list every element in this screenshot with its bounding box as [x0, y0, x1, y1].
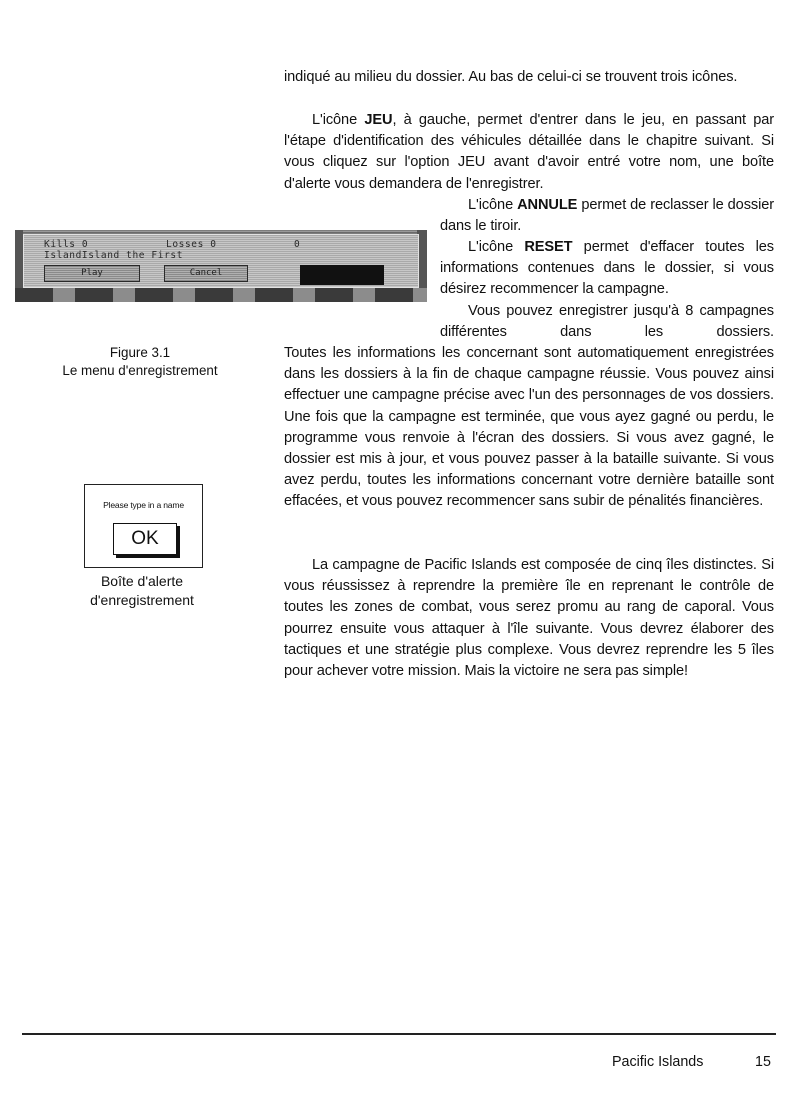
play-button[interactable]: Play — [44, 265, 140, 282]
score-value: 0 — [294, 239, 301, 250]
figure-3-1-caption-text: Le menu d'enregistrement — [62, 363, 218, 378]
footer-rule — [22, 1033, 776, 1035]
screenshot-bottom-stripe — [15, 288, 427, 302]
reset-slot[interactable] — [300, 265, 384, 285]
alert-caption-line1: Boîte d'alerte — [100, 573, 184, 589]
paragraph-campaigns-part2: Toutes les informations les concernant sont automatiquement enregistrées dans les dossiers à la fin de chaque campagne réussie. Vous pouvez ainsi effectuer une campagne précise avec l'un des personnages de vos dossiers. Une fois que la campagne est terminée, que vous ayez gagné ou perdu, le programme vous renvoie à l'écran des dossiers. Si vous avez gagné, le dossier est mis à jour, et vous pouvez passer à la bataille suivante. Si vous avez perdu, toutes les informations concernant votre dernière bataille sont effacées, et vous pouvez recommencer sans subir de pénalités financières. — [284, 345, 774, 510]
footer-title: Pacific Islands — [612, 1054, 704, 1070]
paragraph-continuation: indiqué au milieu du dossier. Au bas de celui-ci se trouvent trois icônes. — [284, 69, 738, 85]
keyword-jeu: JEU — [364, 112, 393, 128]
paragraph-jeu-icon: L'icône JEU, à gauche, permet d'entrer dans le jeu, en passant par l'étape d'identification des véhicules détaillée dans le chapitre suivant. Si vous cliquez sur l'option JEU avant d'avoir entré votre nom, une boîte d'alerte vous demandera de l'enregistrer. — [284, 112, 774, 192]
keyword-reset: RESET — [524, 239, 573, 255]
registration-panel — [23, 234, 419, 288]
cancel-button[interactable]: Cancel — [164, 265, 248, 282]
keyword-annule: ANNULE — [517, 197, 578, 213]
paragraph-annule-icon: L'icône ANNULE permet de reclasser le dossier dans le tiroir. — [440, 197, 775, 235]
registration-menu-screenshot — [15, 230, 427, 302]
name-alert-dialog — [84, 484, 203, 568]
paragraph-islands: La campagne de Pacific Islands est composée de cinq îles distinctes. Si vous réussissez à reprendre la première île en reprenant le contrôle de toutes les zones de combat, vous serez promu au rang de caporal. Vous pourrez ensuite vous attaquer à l'île suivante. Vous devrez élaborer des tactiques et une stratégie plus complexe. Vous devrez reprendre les 5 îles pour achever votre mission. Mais la victoire ne sera pas simple! — [284, 557, 774, 680]
alert-caption-line2: d'enregistrement — [90, 592, 194, 608]
losses-counter: Losses 0 — [166, 239, 217, 250]
kills-counter: Kills 0 — [44, 239, 89, 250]
page-number: 15 — [755, 1054, 771, 1070]
player-name: IslandIsland the First — [44, 250, 184, 261]
ok-button[interactable]: OK — [113, 523, 177, 555]
alert-message: Please type in a name — [103, 500, 184, 510]
paragraph-campaigns-part1: Vous pouvez enregistrer jusqu'à 8 campagnes différentes dans les dossiers. — [440, 303, 774, 341]
paragraph-reset-icon: L'icône RESET permet d'effacer toutes les informations contenues dans le dossier, si vous désirez recommencer la campagne. — [440, 239, 774, 298]
figure-3-1-caption-number: Figure 3.1 — [109, 345, 171, 360]
